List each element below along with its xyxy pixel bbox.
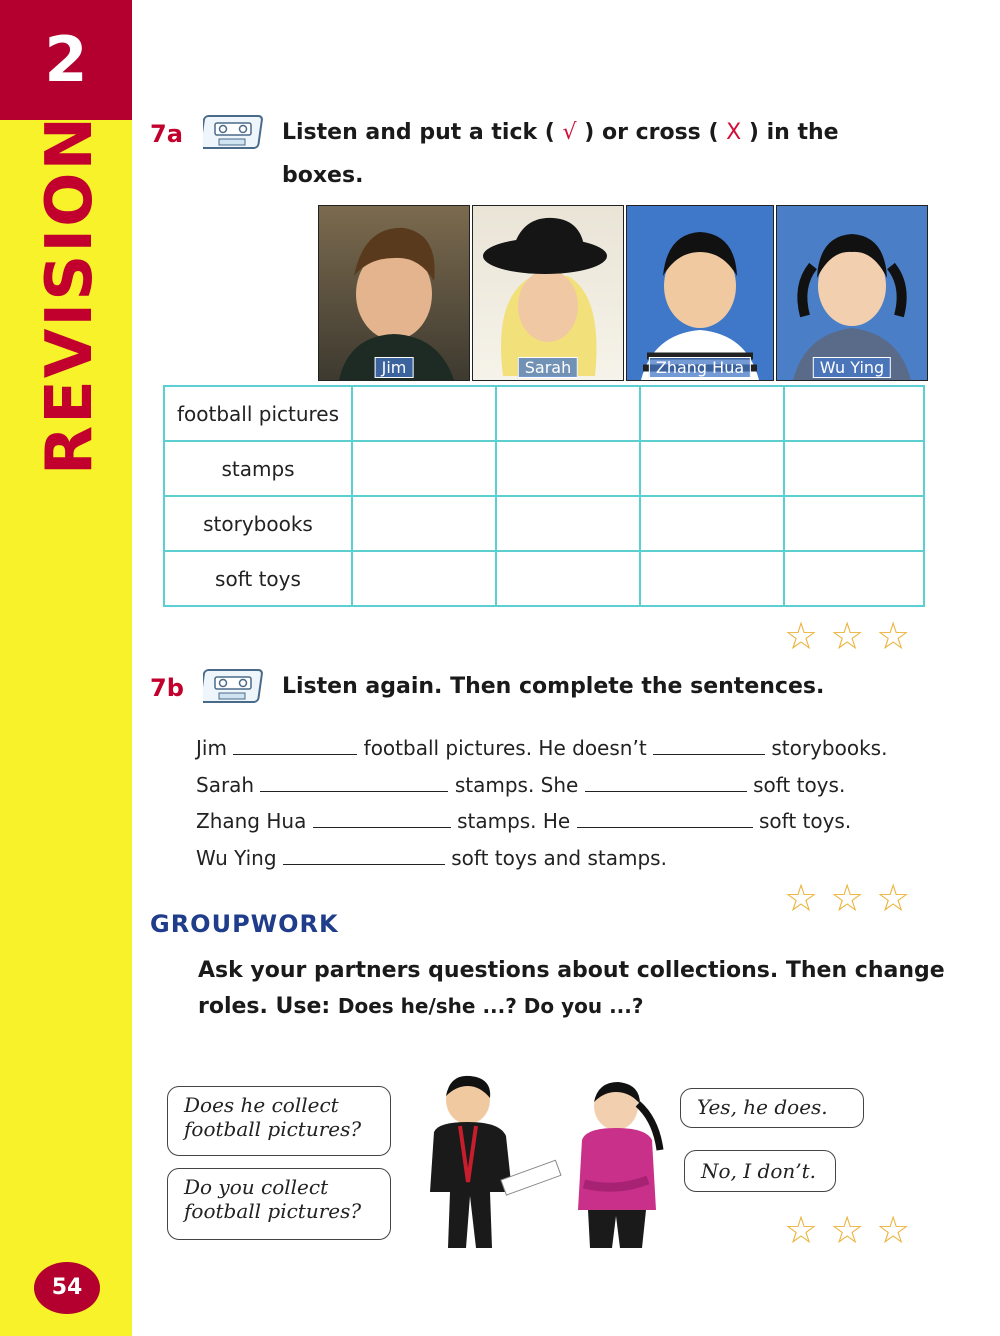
girl-icon [570,1080,670,1250]
boy-with-notebook-icon [420,1072,570,1250]
star-rating[interactable]: ☆☆☆ [784,614,923,658]
sentence-1: Jim football pictures. He doesn’t storybooks. [196,736,888,760]
answer-box[interactable] [496,386,640,441]
answer-box[interactable] [784,496,924,551]
answer-box[interactable] [784,551,924,606]
groupwork-instruction-2: roles. Use: Does he/she ...? Do you ...? [198,994,644,1019]
star-rating[interactable]: ☆☆☆ [784,876,923,920]
blank-field[interactable] [653,736,765,755]
name-wu-ying: Wu Ying [813,357,891,378]
exercise-7b-label: 7b [150,674,184,702]
answer-box[interactable] [640,551,784,606]
answer-box[interactable] [352,441,496,496]
photo-sarah [472,205,624,381]
sidebar [0,0,132,1336]
unit-number: 2 [0,0,132,120]
speech-bubble: Does he collect football pictures? [167,1086,391,1156]
exercise-7a-label: 7a [150,120,183,148]
instruction-7a-cont: boxes. [282,163,364,188]
photo-jim [318,205,470,381]
blank-field[interactable] [283,846,445,865]
row-label: football pictures [164,386,352,441]
boy-portrait-icon [319,206,469,380]
blank-field[interactable] [585,773,747,792]
sentence-4: Wu Ying soft toys and stamps. [196,846,667,870]
speech-bubble: Do you collect football pictures? [167,1168,391,1240]
name-sarah: Sarah [518,357,578,378]
name-jim: Jim [375,357,414,378]
instruction-7b: Listen again. Then complete the sentences. [282,674,825,699]
answer-box[interactable] [640,386,784,441]
star-rating[interactable]: ☆☆☆ [784,1208,923,1252]
photo-wu-ying [776,205,928,381]
answer-box[interactable] [352,551,496,606]
answer-box[interactable] [496,496,640,551]
instruction-7a: Listen and put a tick ( √ ) or cross ( X ) in the [282,120,839,145]
girl-portrait-icon [777,206,927,380]
blank-field[interactable] [233,736,357,755]
cross-mark: X [726,120,742,145]
groupwork-title: GROUPWORK [150,910,339,938]
blank-field[interactable] [577,809,753,828]
answer-box[interactable] [352,496,496,551]
row-label: stamps [164,441,352,496]
name-zhang-hua: Zhang Hua [649,357,751,378]
sentence-2: Sarah stamps. She soft toys. [196,773,846,797]
revision-label: REVISION [33,114,107,476]
cassette-icon [203,112,265,152]
page-number: 54 [34,1262,100,1314]
cassette-icon [203,666,265,706]
girl-portrait-icon [473,206,623,380]
sentence-3: Zhang Hua stamps. He soft toys. [196,809,852,833]
collection-grid [163,385,925,607]
answer-box[interactable] [640,441,784,496]
groupwork-instruction-1: Ask your partners questions about collections. Then change [198,958,945,983]
answer-box[interactable] [640,496,784,551]
photo-zhang-hua [626,205,774,381]
speech-bubble: Yes, he does. [680,1088,864,1128]
table-row [164,386,924,441]
table-row [164,441,924,496]
table-row [164,496,924,551]
row-label: storybooks [164,496,352,551]
row-label: soft toys [164,551,352,606]
answer-box[interactable] [352,386,496,441]
answer-box[interactable] [496,551,640,606]
answer-box[interactable] [784,441,924,496]
answer-box[interactable] [784,386,924,441]
boy-portrait-icon [627,206,773,380]
answer-box[interactable] [496,441,640,496]
tick-mark: √ [562,120,577,145]
blank-field[interactable] [313,809,451,828]
table-row [164,551,924,606]
speech-bubble: No, I don’t. [684,1150,836,1192]
blank-field[interactable] [260,773,448,792]
